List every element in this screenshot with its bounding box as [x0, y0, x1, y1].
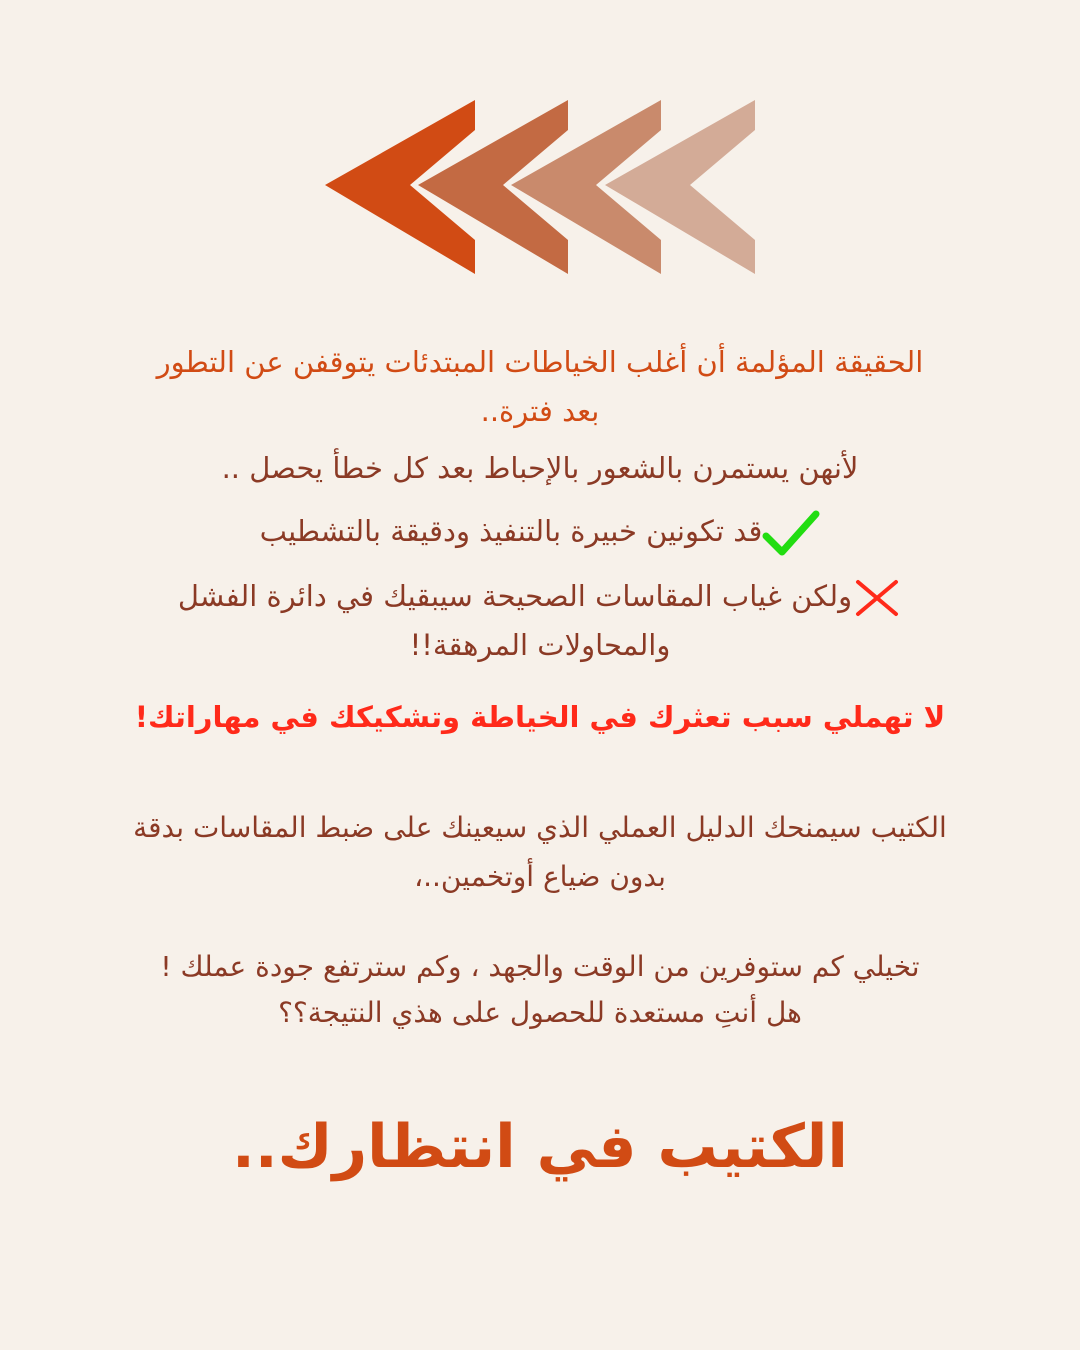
double-left-chevrons-icon — [0, 0, 1080, 300]
final-title: الكتيب في انتظارك.. — [232, 1112, 848, 1182]
negative-point — [0, 578, 1080, 618]
green-check-icon — [762, 510, 820, 556]
negative-point-line-2: والمحاولات المرهقة!! — [409, 628, 671, 662]
positive-point-text: قد تكونين خبيرة بالتنفيذ ودقيقة بالتشطيب — [259, 514, 763, 548]
question-line-2: هل أنتِ مستعدة للحصول على هذي النتيجة؟؟ — [278, 996, 802, 1029]
intro-line-1: الحقيقة المؤلمة أن أغلب الخياطات المبتدئات يتوقفن عن التطور — [156, 345, 924, 379]
positive-point — [0, 510, 1080, 556]
offer-line-1: الكتيب سيمنحك الدليل العملي الذي سيعينك على ضبط المقاسات بدقة — [133, 811, 947, 844]
red-cross-icon — [852, 578, 902, 618]
intro-line-3: لأنهن يستمرن بالشعور بالإحباط بعد كل خطأ يحصل .. — [221, 451, 859, 485]
intro-line-2: بعد فترة.. — [480, 394, 600, 428]
question-line-1: تخيلي كم ستوفرين من الوقت والجهد ، وكم سترتفع جودة عملك ! — [160, 950, 920, 983]
warning-text: لا تهملي سبب تعثرك في الخياطة وتشكيكك في مهاراتك! — [134, 700, 946, 734]
negative-point-text: ولكن غياب المقاسات الصحيحة سيبقيك في دائرة الفشل — [177, 579, 853, 613]
offer-line-2: بدون ضياع أوتخمين..، — [414, 860, 666, 893]
